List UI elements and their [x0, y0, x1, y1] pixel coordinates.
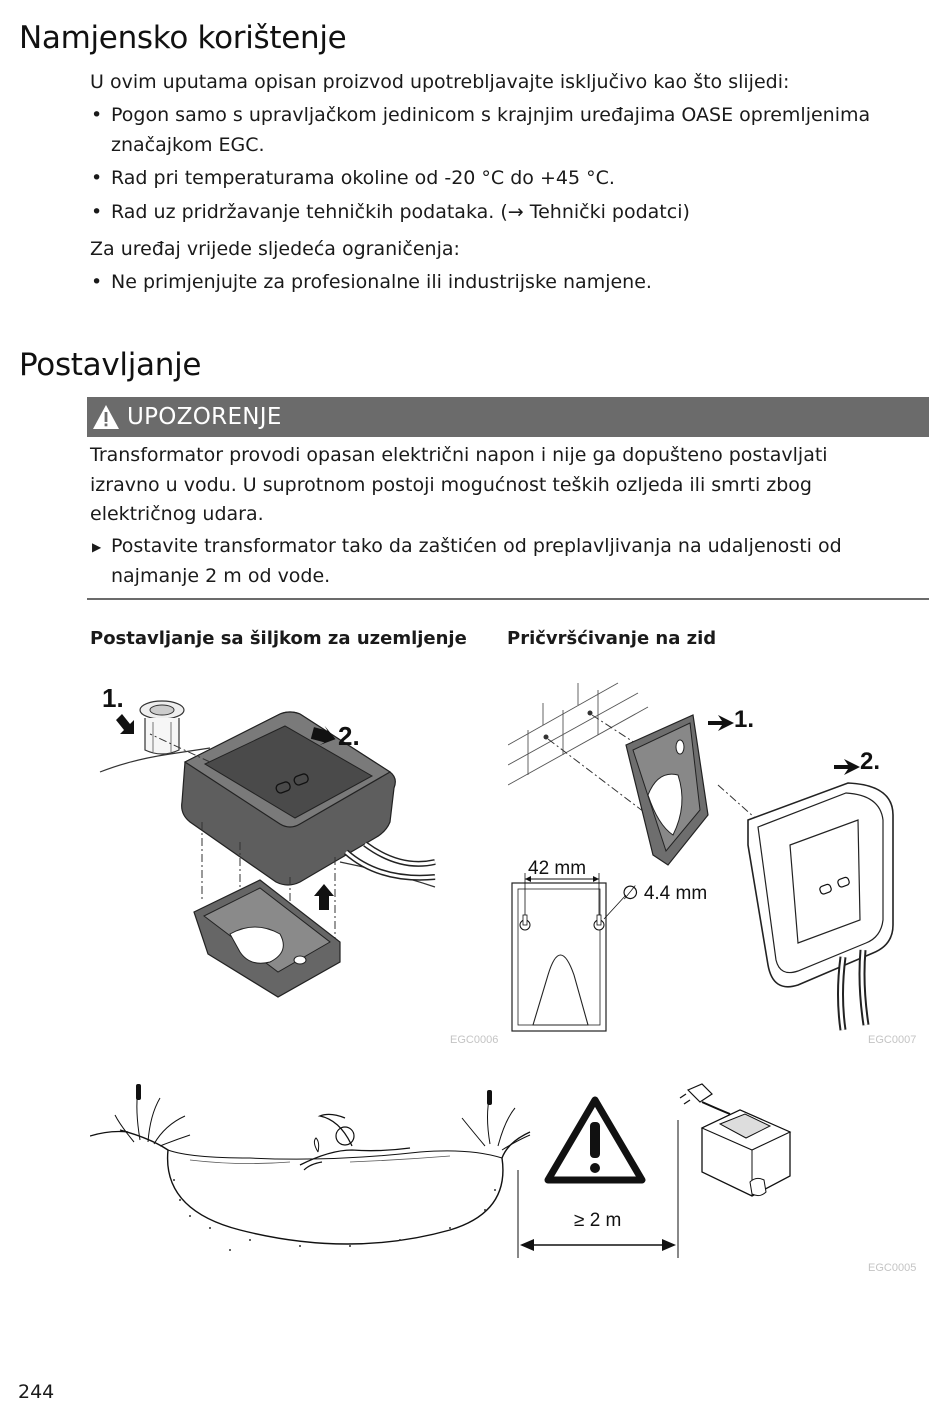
warning-banner — [87, 397, 929, 437]
warning-label: UPOZORENJE — [127, 404, 282, 430]
warning-action: ▶ Postavite transformator tako da zaštićen od preplavljivanja na udaljenosti od najmanje 2 m od vode. — [90, 532, 900, 591]
distance-label: ≥ 2 m — [574, 1210, 622, 1231]
warning-triangle-icon — [91, 402, 121, 432]
restriction-list — [90, 268, 920, 298]
page-number: 244 — [18, 1381, 55, 1403]
pond-distance-illustration — [90, 1080, 810, 1260]
ground-spike-illustration — [90, 672, 450, 1012]
list-item: • Ne primjenjujte za profesionalne ili industrijske namjene. — [90, 268, 920, 298]
warning-text: Transformator provodi opasan električni napon i nije ga dopušteno postavljati izravno u vodu. U suprotnom postoji mogućnost teških ozljeda ili smrti zbog električnog udara. — [90, 444, 828, 525]
warning-action-list — [90, 532, 900, 591]
figure-code-distance: EGC0005 — [868, 1262, 917, 1274]
dimension-hole-label: ∅ 4.4 mm — [622, 883, 708, 904]
step-2-label: 2. — [338, 721, 360, 751]
list-item: • Rad uz pridržavanje tehničkih podataka. (→ Tehnički podatci) — [90, 198, 920, 228]
figure-caption-wall-mount: Pričvršćivanje na zid — [507, 628, 717, 649]
list-item: • Pogon samo s upravljačkom jedinicom s krajnjim uređajima OASE opremljenima značajkom EGC. — [90, 101, 920, 160]
restriction-intro: Za uređaj vrijede sljedeća ograničenja: — [90, 238, 460, 260]
intended-use-intro: U ovim uputama opisan proizvod upotrebljavajte isključivo kao što slijedi: — [90, 71, 790, 93]
section-heading-intended-use: Namjensko korištenje — [19, 20, 347, 56]
step-1-label: 1. — [102, 683, 124, 713]
figure-code-wall-mount: EGC0007 — [868, 1034, 917, 1046]
intended-use-list — [90, 101, 920, 227]
figure-code-ground-spike: EGC0006 — [450, 1034, 499, 1046]
warning-divider — [87, 598, 929, 600]
wall-step-2-label: 2. — [860, 748, 881, 775]
wall-mount-illustration — [508, 675, 908, 1035]
dimension-width-label: 42 mm — [528, 858, 587, 879]
section-heading-installation: Postavljanje — [19, 347, 202, 383]
figure-caption-ground-spike: Postavljanje sa šiljkom za uzemljenje — [90, 628, 467, 649]
list-item: • Rad pri temperaturama okoline od -20 °C do +45 °C. — [90, 164, 920, 194]
wall-step-1-label: 1. — [734, 706, 755, 733]
